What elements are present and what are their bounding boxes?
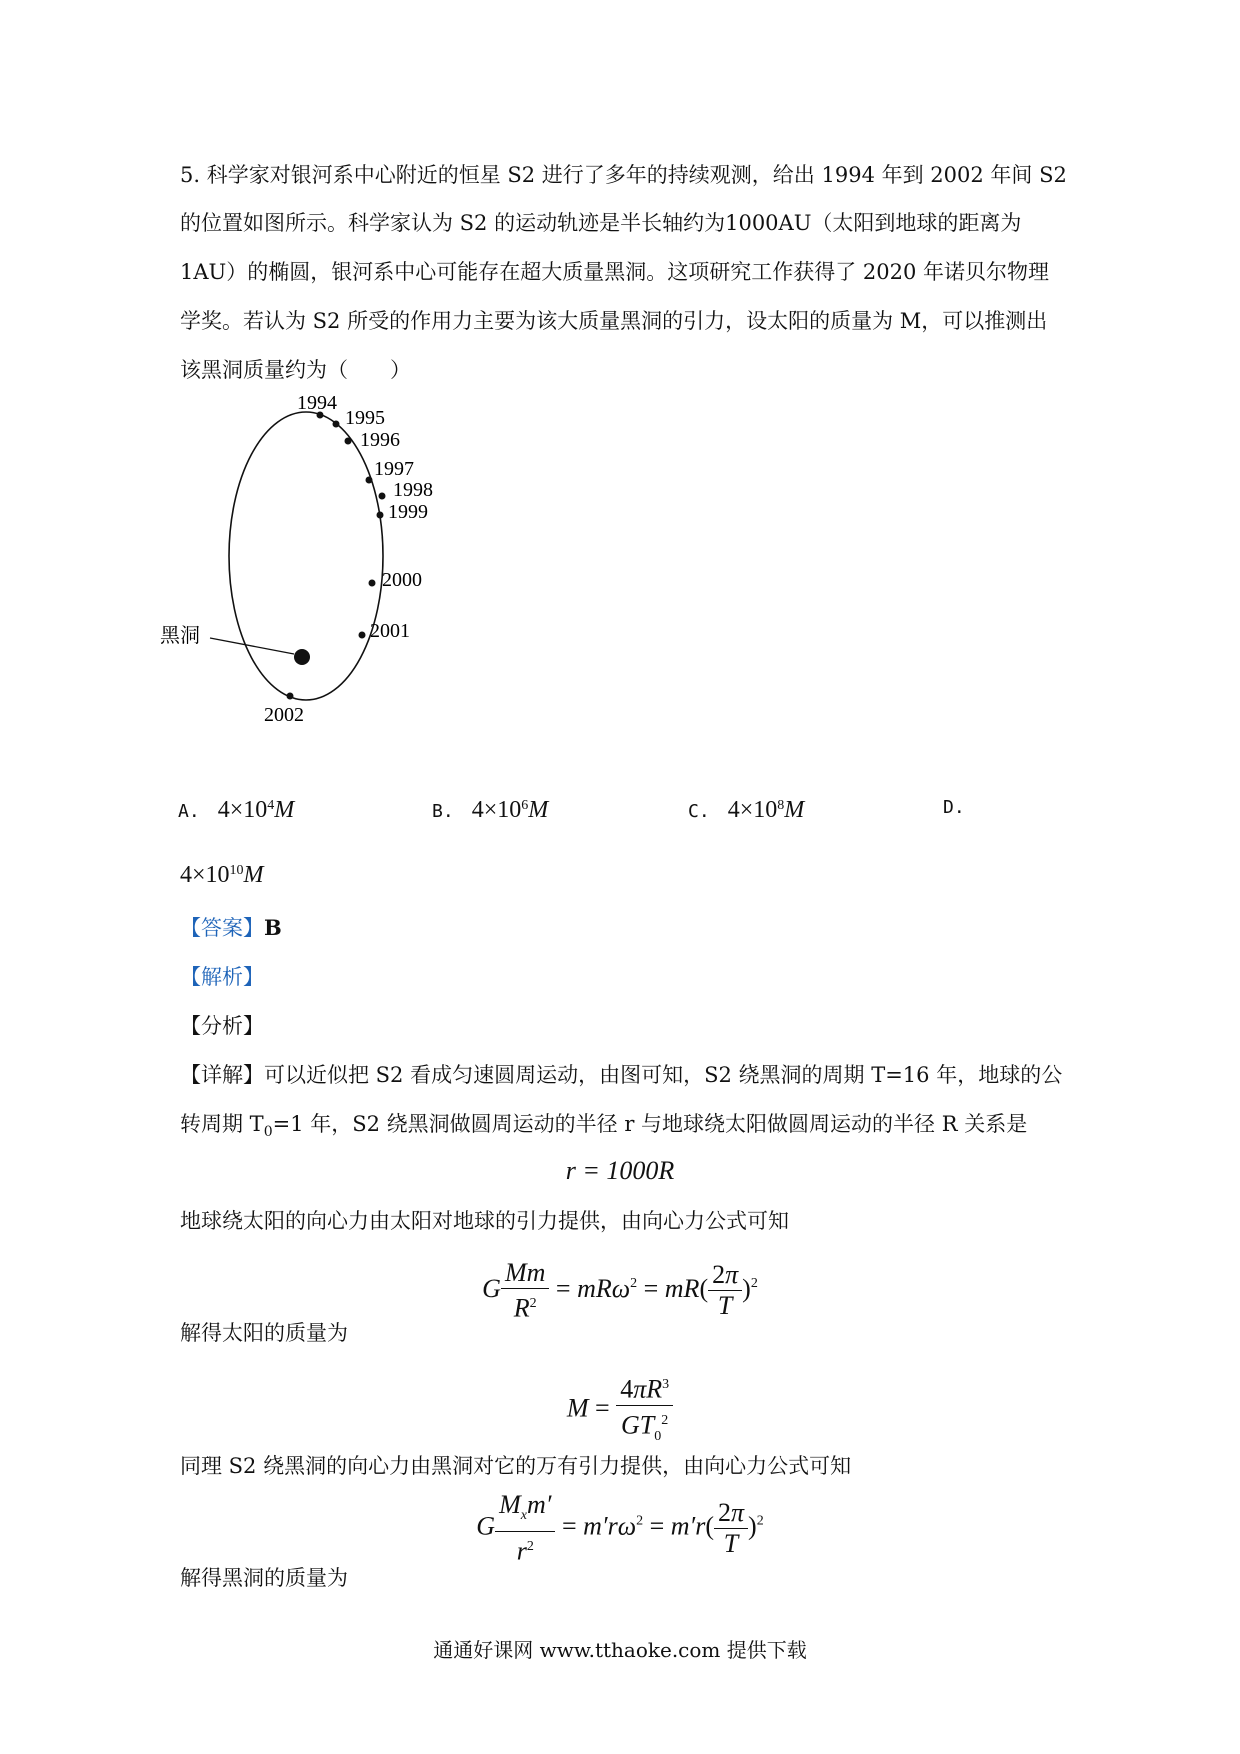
year-dot-2002 bbox=[287, 693, 294, 700]
question-line-5: 该黑洞质量约为（ ） bbox=[180, 358, 411, 382]
year-label-2000: 2000 bbox=[382, 569, 422, 591]
black-hole-dot bbox=[294, 649, 310, 665]
year-label-2001: 2001 bbox=[370, 620, 410, 642]
detail-text-2a: 转周期 T bbox=[180, 1112, 264, 1136]
option-b-coef: 4×10 bbox=[471, 797, 522, 823]
answer-value: B bbox=[264, 915, 282, 940]
equation-sun-mass: M = $\frac{4\pi R^3}{GT_0^2}$ bbox=[0, 1370, 1240, 1452]
equation-r-1000R: r = 1000R bbox=[565, 1156, 675, 1185]
year-dot-1996 bbox=[345, 438, 352, 445]
detail-line-1 bbox=[180, 1061, 1062, 1089]
equation-earth-centripetal: G $\frac{Mm}{R^2}$ = mRω$^2$ = mR( $\frac{2\pi}{T}$ )$^2$ bbox=[482, 1258, 758, 1323]
year-dot-2000 bbox=[369, 580, 376, 587]
question-line-4: 学奖。若认为 S2 所受的作用力主要为该大质量黑洞的引力，设太阳的质量为 M，可以推测出 bbox=[180, 309, 1048, 333]
option-d-exp: 10 bbox=[229, 863, 244, 878]
question-line-2: 的位置如图所示。科学家认为 S2 的运动轨迹是半长轴约为1000AU（太阳到地球的距离为 bbox=[180, 211, 1022, 235]
question-line-3: 1AU）的椭圆，银河系中心可能存在超大质量黑洞。这项研究工作获得了 2020 年诺贝尔物理 bbox=[180, 260, 1050, 284]
option-c-unit: M bbox=[784, 797, 805, 823]
option-a-coef: 4×10 bbox=[217, 797, 268, 823]
option-c-coef: 4×10 bbox=[727, 797, 778, 823]
question-line-1: 5. 科学家对银河系中心附近的恒星 S2 进行了多年的持续观测，给出 1994 年到 2002 年间 S2 bbox=[180, 163, 1067, 187]
year-label-1995: 1995 bbox=[345, 407, 385, 429]
black-hole-pointer bbox=[210, 638, 294, 654]
option-a-exp: 4 bbox=[267, 798, 275, 813]
year-label-2002: 2002 bbox=[264, 704, 304, 726]
answer-line bbox=[180, 914, 282, 942]
detail-text-3: 地球绕太阳的向心力由太阳对地球的引力提供，由向心力公式可知 bbox=[180, 1209, 789, 1233]
year-dot-1997 bbox=[366, 477, 373, 484]
detail-text-2b: =1 年，S2 绕黑洞做圆周运动的半径 r 与地球绕太阳做圆周运动的半径 R 关系是 bbox=[272, 1112, 1028, 1136]
equation-blackhole-centripetal: G $\frac{M_xm'}{r^2}$ = $m'r\omega^2 = m'r$( $\frac{2\pi}{T}$ )$^2$ bbox=[476, 1490, 764, 1566]
option-b[interactable] bbox=[432, 791, 548, 827]
option-b-unit: M bbox=[528, 797, 549, 823]
option-d-unit: M bbox=[243, 862, 264, 888]
option-a[interactable] bbox=[178, 791, 294, 827]
year-label-1994: 1994 bbox=[297, 392, 337, 414]
detail-text-1: 可以近似把 S2 看成匀速圆周运动，由图可知，S2 绕黑洞的周期 T=16 年，地球的公 bbox=[264, 1063, 1063, 1087]
option-d-letter: D. bbox=[943, 797, 965, 818]
option-c-exp: 8 bbox=[777, 798, 785, 813]
orbit-figure bbox=[160, 390, 480, 730]
year-label-1997: 1997 bbox=[374, 458, 414, 480]
answer-tag: 【答案】 bbox=[180, 916, 264, 940]
detail-text-2-sub: 0 bbox=[263, 1124, 273, 1141]
detail-text-5: 同理 S2 绕黑洞的向心力由黑洞对它的万有引力提供，由向心力公式可知 bbox=[180, 1454, 852, 1478]
year-dot-1995 bbox=[333, 421, 340, 428]
option-c[interactable] bbox=[688, 791, 804, 827]
detail-tag: 【详解】 bbox=[180, 1063, 264, 1087]
option-b-letter: B. bbox=[432, 801, 454, 822]
option-a-unit: M bbox=[274, 797, 295, 823]
year-dot-2001 bbox=[359, 632, 366, 639]
year-label-1998: 1998 bbox=[393, 479, 433, 501]
year-dot-1998 bbox=[379, 493, 386, 500]
detail-text-6: 解得黑洞的质量为 bbox=[180, 1566, 348, 1590]
option-d[interactable] bbox=[180, 856, 264, 890]
option-d-coef: 4×10 bbox=[180, 862, 230, 888]
detail-text-4: 解得太阳的质量为 bbox=[180, 1321, 348, 1345]
option-c-letter: C. bbox=[688, 801, 710, 822]
option-d-letter-wrap[interactable] bbox=[943, 791, 983, 823]
fenxi-tag: 【分析】 bbox=[180, 1014, 264, 1038]
option-b-exp: 6 bbox=[521, 798, 529, 813]
footer-source: 通通好课网 www.tthaoke.com 提供下载 bbox=[433, 1638, 807, 1662]
option-a-letter: A. bbox=[178, 801, 200, 822]
year-dot-1999 bbox=[377, 512, 384, 519]
year-label-1999: 1999 bbox=[388, 501, 428, 523]
year-label-1996: 1996 bbox=[360, 429, 400, 451]
detail-line-2 bbox=[180, 1110, 1027, 1146]
analysis-tag: 【解析】 bbox=[180, 965, 264, 989]
black-hole-label: 黑洞 bbox=[160, 625, 200, 647]
